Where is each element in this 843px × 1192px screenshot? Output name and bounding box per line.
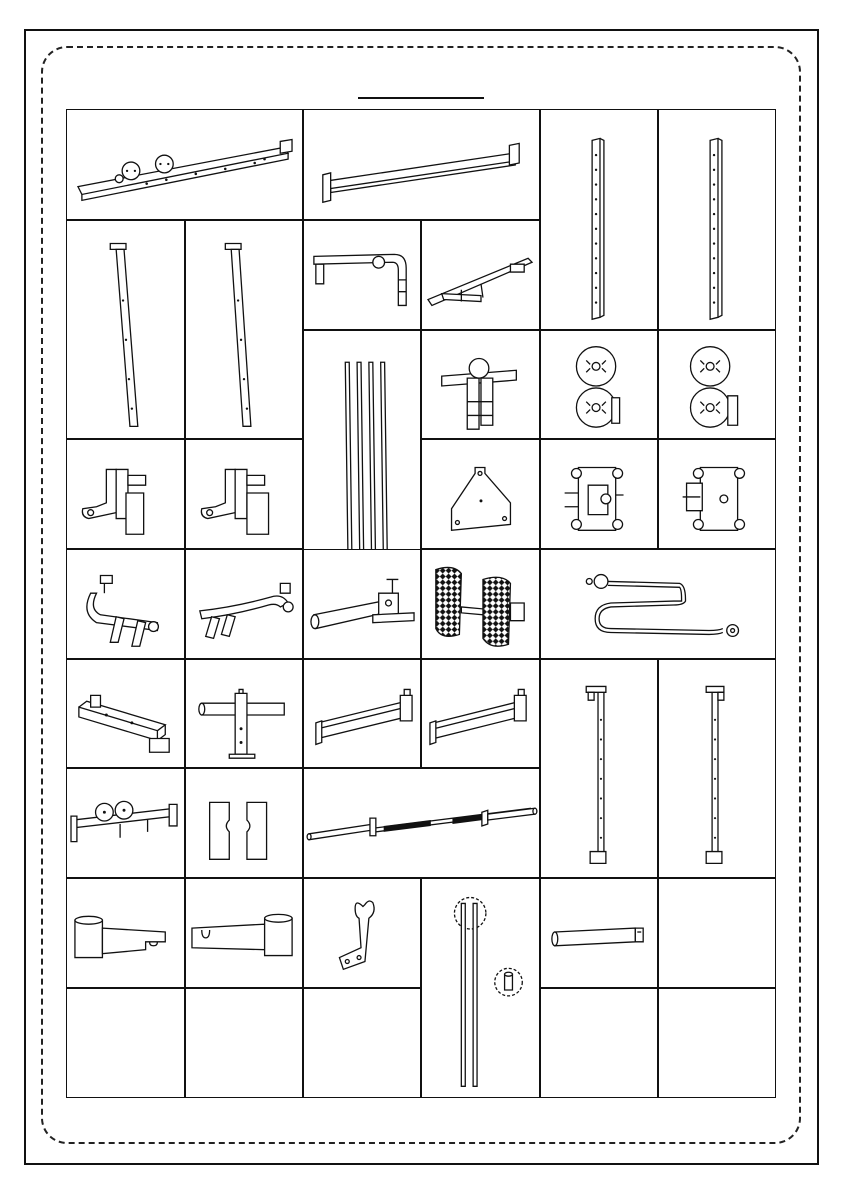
part-cell-base-frame — [421, 220, 540, 330]
part-cell-empty-1 — [658, 878, 776, 988]
part-cell-front-post-right — [185, 220, 303, 439]
roller-bracket-icon — [186, 879, 302, 987]
safety-arm-icon — [304, 660, 420, 767]
j-hook-icon — [67, 440, 184, 548]
part-cell-pulley-rail — [66, 768, 185, 878]
part-cell-pulley-bracket-b — [658, 330, 776, 439]
sleeve-icon — [186, 769, 302, 877]
carriage-icon — [541, 440, 657, 548]
cable-icon — [541, 550, 775, 658]
post-icon — [186, 221, 302, 438]
part-cell-safety-arm-left — [303, 659, 421, 768]
part-cell-beam-bracket — [66, 659, 185, 768]
heading-underline — [358, 97, 484, 99]
tube-bracket-icon — [304, 550, 420, 658]
part-cell-upright-b — [658, 109, 776, 330]
roller-bracket-icon — [67, 879, 184, 987]
part-cell-carriage-a — [540, 439, 658, 549]
part-cell-leg-holder-curved-a — [66, 549, 185, 659]
part-cell-j-hook-right — [185, 439, 303, 549]
part-cell-cable — [540, 549, 776, 659]
crossbar-icon — [304, 110, 539, 219]
part-cell-long-rods — [421, 878, 540, 1098]
part-cell-top-crossbar-with-pulleys — [66, 109, 303, 220]
part-cell-roller-tube — [540, 878, 658, 988]
pulley-rail-icon — [67, 769, 184, 877]
part-cell-triangle-plate — [421, 439, 540, 549]
part-cell-empty-2 — [66, 988, 185, 1098]
part-cell-carriage-b — [658, 439, 776, 549]
part-cell-barbell — [303, 768, 540, 878]
part-cell-t-post — [185, 659, 303, 768]
part-cell-rear-upright-b — [658, 659, 776, 878]
part-cell-empty-5 — [540, 988, 658, 1098]
upright-icon — [541, 110, 657, 329]
rear-upright-icon — [541, 660, 657, 877]
part-cell-upright-a — [540, 109, 658, 330]
part-cell-empty-3 — [185, 988, 303, 1098]
upright-icon — [659, 110, 775, 329]
pulley-arm-icon — [304, 221, 420, 329]
part-cell-roller-bracket-right — [185, 878, 303, 988]
part-cell-hook-plate — [303, 878, 421, 988]
double-pulley-icon — [541, 331, 657, 438]
foot-plate-icon — [422, 550, 539, 658]
part-cell-sleeve-pair — [185, 768, 303, 878]
part-cell-landmine-tube — [303, 549, 421, 659]
j-hook-icon — [186, 440, 302, 548]
part-cell-empty-4 — [303, 988, 421, 1098]
part-cell-pulley-arm — [303, 220, 421, 330]
leg-holder-icon — [186, 550, 302, 658]
part-cell-pulley-bracket-a — [540, 330, 658, 439]
roller-tube-icon — [541, 879, 657, 987]
post-icon — [67, 221, 184, 438]
hook-plate-icon — [304, 879, 420, 987]
part-cell-seat-post-pulley — [421, 330, 540, 439]
barbell-icon — [304, 769, 539, 877]
crossbar-pulleys-icon — [67, 110, 302, 219]
part-cell-front-post-left — [66, 220, 185, 439]
parts-grid — [66, 109, 776, 1098]
double-pulley-icon — [659, 331, 775, 438]
part-cell-roller-bracket-left — [66, 878, 185, 988]
carriage-icon — [659, 440, 775, 548]
part-cell-leg-holder-curved-b — [185, 549, 303, 659]
triangle-plate-icon — [422, 440, 539, 548]
part-cell-top-crossbar — [303, 109, 540, 220]
rear-upright-icon — [659, 660, 775, 877]
seat-post-icon — [422, 331, 539, 438]
leg-holder-icon — [67, 550, 184, 658]
safety-arm-icon — [422, 660, 539, 767]
t-post-icon — [186, 660, 302, 767]
long-rod-icon — [422, 879, 539, 1097]
beam-icon — [67, 660, 184, 767]
part-cell-safety-arm-right — [421, 659, 540, 768]
base-frame-icon — [422, 221, 539, 329]
part-cell-foot-plates — [421, 549, 540, 659]
part-cell-j-hook-left — [66, 439, 185, 549]
part-cell-empty-6 — [658, 988, 776, 1098]
part-cell-rear-upright-a — [540, 659, 658, 878]
